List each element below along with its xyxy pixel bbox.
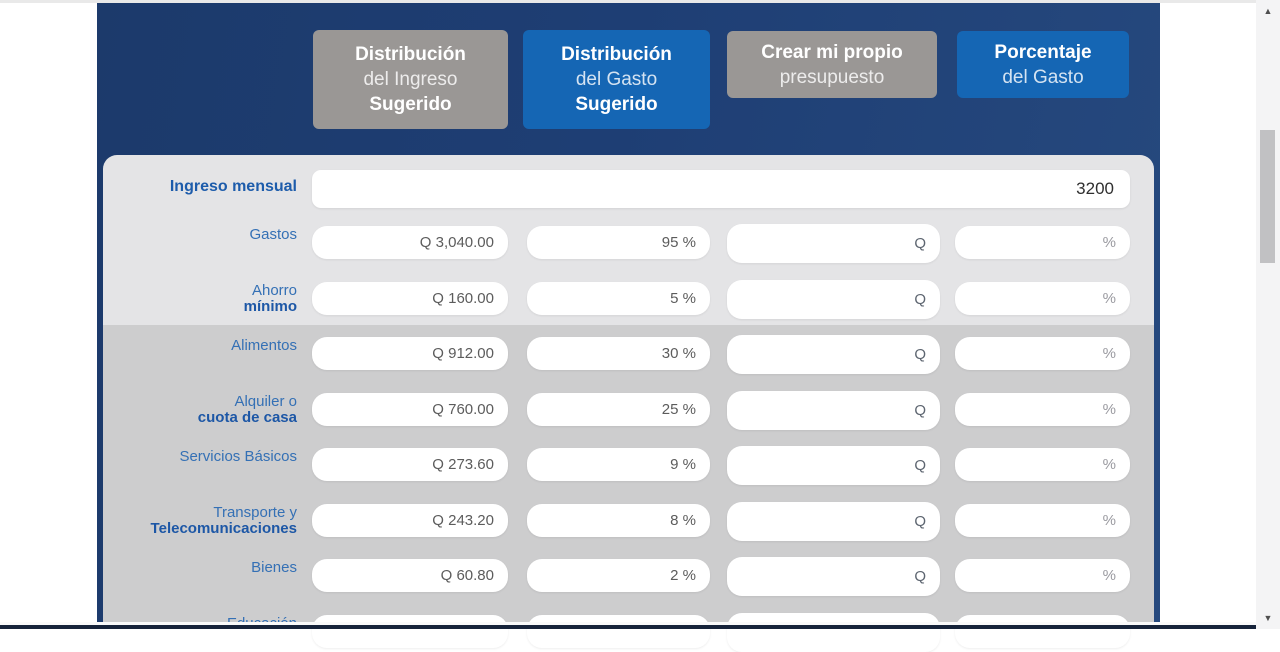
suggested-income-amount-input[interactable] [312,393,508,426]
button-line: Distribución [355,44,466,65]
distribucion-ingreso-button[interactable] [313,30,508,129]
row-label-line1: Ahorro [251,281,297,299]
suggested-income-amount-input[interactable] [312,337,508,370]
suggested-expense-percent-input[interactable] [527,393,710,426]
suggested-expense-percent-input[interactable] [527,337,710,370]
custom-budget-amount-input[interactable] [727,557,940,596]
button-line: del Ingreso [363,69,458,90]
button-line: Distribución [561,44,672,65]
suggested-expense-percent-input[interactable] [527,282,710,315]
budget-row [103,559,1154,592]
row-label [103,449,297,465]
custom-budget-amount-input[interactable] [727,391,940,430]
expense-percent-input[interactable] [955,559,1130,592]
button-line: presupuesto [779,66,885,88]
row-label-line1: Gastos [249,226,297,243]
expense-percent-input[interactable] [955,337,1130,370]
row-label-line1: Alquiler o [234,392,297,410]
budget-row [103,282,1154,315]
button-line: Sugerido [369,94,452,115]
button-line: Crear mi propio [761,41,903,63]
suggested-expense-percent-input[interactable] [527,504,710,537]
scroll-down-arrow-icon[interactable]: ▼ [1263,613,1273,623]
crear-presupuesto-button[interactable] [727,31,937,98]
custom-budget-amount-input[interactable] [727,613,940,652]
suggested-income-amount-input[interactable] [312,226,508,259]
suggested-expense-percent-input[interactable] [527,226,710,259]
budget-widget [97,3,1160,622]
row-label [103,505,297,537]
custom-budget-amount-input[interactable] [727,224,940,263]
suggested-income-amount-input[interactable] [312,559,508,592]
budget-row [103,504,1154,537]
button-line: Porcentaje [994,41,1092,63]
monthly-income-input[interactable] [312,170,1130,208]
row-label-line1: Transporte y [213,503,297,521]
expense-percent-input[interactable] [955,504,1130,537]
row-label-line2: Telecomunicaciones [150,519,297,537]
row-label-line2: cuota de casa [197,408,297,426]
budget-table-panel [103,155,1154,622]
row-label-line2: mínimo [243,297,297,315]
row-label [103,338,297,354]
suggested-expense-percent-input[interactable] [527,448,710,481]
button-line: Sugerido [575,94,658,115]
vertical-scrollbar[interactable] [1256,0,1280,629]
custom-budget-amount-input[interactable] [727,280,940,319]
expense-percent-input[interactable] [955,226,1130,259]
suggested-expense-percent-input[interactable] [527,615,710,648]
distribucion-gasto-button[interactable] [523,30,710,129]
button-line: del Gasto [1002,66,1084,88]
scroll-up-arrow-icon[interactable]: ▲ [1263,6,1273,16]
budget-row [103,226,1154,259]
row-label-line1: Bienes [251,559,297,576]
custom-budget-amount-input[interactable] [727,446,940,485]
suggested-expense-percent-input[interactable] [527,559,710,592]
suggested-income-amount-input[interactable] [312,448,508,481]
scroll-thumb[interactable] [1260,130,1275,263]
bottom-dark-band [0,625,1256,629]
button-line: del Gasto [575,69,658,90]
expense-percent-input[interactable] [955,448,1130,481]
porcentaje-gasto-button[interactable] [957,31,1129,98]
expense-percent-input[interactable] [955,393,1130,426]
budget-row [103,615,1154,648]
expense-percent-input[interactable] [955,615,1130,648]
budget-row [103,337,1154,370]
row-label [103,394,297,426]
suggested-income-amount-input[interactable] [312,615,508,648]
row-label [103,560,297,576]
custom-budget-amount-input[interactable] [727,335,940,374]
budget-row [103,448,1154,481]
suggested-income-amount-input[interactable] [312,282,508,315]
expense-percent-input[interactable] [955,282,1130,315]
row-label [103,227,297,243]
suggested-income-amount-input[interactable] [312,504,508,537]
row-label-line1: Servicios Básicos [179,448,297,465]
monthly-income-label: Ingreso mensual [169,178,297,195]
row-label [103,283,297,315]
custom-budget-amount-input[interactable] [727,502,940,541]
budget-row [103,393,1154,426]
row-label-line1: Alimentos [231,337,297,354]
